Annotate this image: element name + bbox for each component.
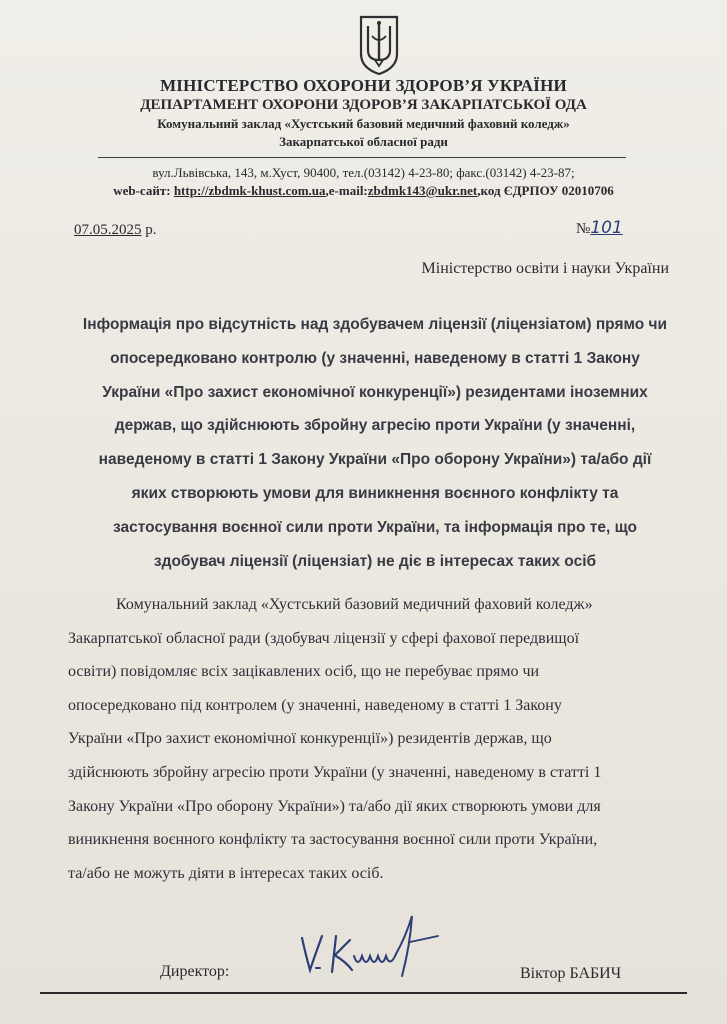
title-line: наведеному в статті 1 Закону України «Про оборону України») та/або дії	[98, 451, 652, 469]
email-link[interactable]: zbdmk143@ukr.net	[367, 183, 478, 198]
website-label: web-сайт:	[113, 183, 171, 198]
title-line: Інформація про відсутність над здобувачем ліцензії (ліцензіатом) прямо чи	[82, 316, 668, 333]
ministry-heading: МІНІСТЕРСТВО ОХОРОНИ ЗДОРОВ’Я УКРАЇНИ	[160, 76, 567, 95]
email-label: ,e-mail:	[325, 183, 368, 198]
contacts-line	[0, 183, 727, 199]
website-link[interactable]: http://zbdmk-khust.com.ua	[173, 183, 326, 198]
body-line: Закарпатської обласної ради (здобувач ліцензії у сфері фахової передвищої	[68, 629, 580, 647]
body-line: та/або не можуть діяти в інтересах таких осіб.	[68, 864, 384, 882]
body-paragraph	[68, 588, 680, 890]
title-line: здобувач ліцензії (ліцензіат) не діє в інтересах таких осіб	[153, 552, 597, 570]
edrpou-code: ,код ЄДРПОУ 02010706	[477, 183, 614, 198]
council-heading: Закарпатської обласної ради	[279, 134, 448, 149]
title-line: опосередковано контролю (у значенні, наведеному в статті 1 Закону	[110, 349, 640, 367]
title-line: яких створюють умови для виникнення воєнного конфлікту та	[131, 484, 619, 502]
body-line: опосередковано під контролем (у значенні, наведеному в статті 1 Закону	[68, 696, 562, 714]
department-heading: ДЕПАРТАМЕНТ ОХОРОНИ ЗДОРОВ’Я ЗАКАРПАТСЬКОЇ ОДА	[140, 97, 587, 113]
document-date	[74, 222, 157, 239]
handwritten-signature	[292, 906, 442, 986]
address-line: вул.Львівська, 143, м.Хуст, 90400, тел.(03142) 4-23-80; факс.(03142) 4-23-87;	[152, 165, 575, 180]
header-divider	[98, 157, 626, 158]
body-line: освіти) повідомляє всіх зацікавлених осіб, що не перебуває прямо чи	[68, 663, 540, 681]
signature-line	[40, 992, 687, 994]
recipient: Міністерство освіти і науки України	[421, 260, 669, 277]
document-title	[70, 308, 680, 578]
signer-name: Віктор БАБИЧ	[520, 965, 622, 982]
body-line: Комунальний заклад «Хустський базовий медичний фаховий коледж»	[116, 596, 593, 613]
director-label: Директор:	[160, 963, 230, 980]
document-number	[576, 218, 623, 238]
number-value: 101	[590, 218, 623, 238]
body-line: України «Про захист економічної конкуренції») резидентів держав, що	[68, 730, 552, 748]
title-line: України «Про захист економічної конкуренції») резидентами іноземних	[102, 383, 648, 401]
institution-heading: Комунальний заклад «Хустський базовий медичний фаховий коледж»	[157, 116, 570, 131]
title-line: застосування воєнної сили проти України, та інформація про те, що	[113, 518, 637, 536]
number-label: №	[576, 221, 591, 237]
trident-coat-of-arms-icon	[358, 14, 400, 76]
date-suffix: р.	[141, 222, 157, 238]
date-value: 07.05.2025	[74, 222, 142, 238]
body-line: Закону України «Про оборону України») та/або дії яких створюють умови для	[68, 797, 601, 815]
title-line: держав, що здійснюють збройну агресію проти України (у значенні,	[114, 417, 636, 435]
body-line: виникнення воєнного конфлікту та застосування воєнної сили проти України,	[68, 831, 598, 849]
body-line: здійснюють збройну агресію проти України (у значенні, наведеному в статті 1	[68, 763, 602, 781]
